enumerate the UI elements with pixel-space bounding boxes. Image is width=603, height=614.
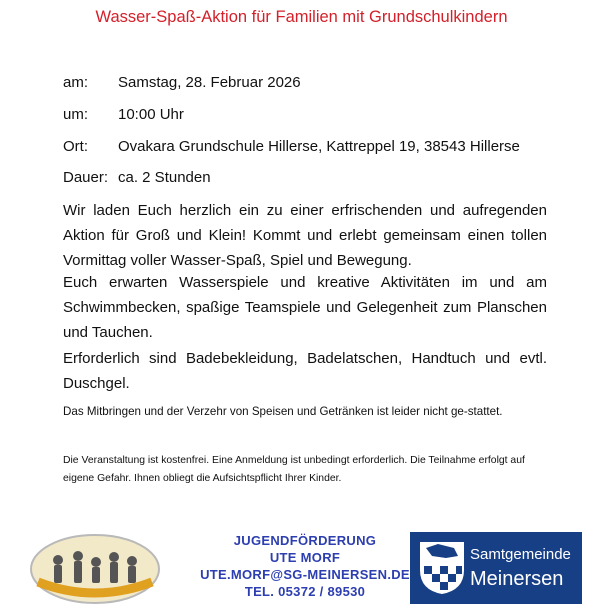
food-note: Das Mitbringen und der Verzehr von Speisen und Getränken ist leider nicht ge-stattet. [63, 405, 503, 418]
date-row [63, 74, 301, 91]
time-row [63, 106, 184, 123]
contact-name: UTE MORF [269, 550, 341, 565]
contact-block [190, 532, 420, 600]
contact-email[interactable]: UTE.MORF@SG-MEINERSEN.DE [200, 567, 410, 582]
time-value: 10:00 Uhr [118, 106, 184, 123]
disclaimer: Die Veranstaltung ist kostenfrei. Eine Anmeldung ist unbedingt erforderlich. Die Teilnahme erfolgt auf eigene Gefahr. Ihnen obliegt die Aufsichtspflicht Ihrer Kinder. [63, 455, 525, 484]
coat-of-arms-icon [418, 540, 466, 596]
duration-value: ca. 2 Stunden [118, 169, 211, 186]
place-row [63, 138, 520, 155]
duration-label: Dauer: [63, 169, 109, 186]
logo-line-1: Samtgemeinde [470, 546, 571, 563]
time-label: um: [63, 106, 89, 123]
place-label: Ort: [63, 138, 88, 155]
place-value: Ovakara Grundschule Hillerse, Kattreppel 19, 38543 Hillerse [118, 138, 520, 155]
paragraph-requirements: Erforderlich sind Badebekleidung, Badelatschen, Handtuch und evtl. Duschgel. [63, 350, 547, 392]
logo-line-2: Meinersen [470, 568, 564, 590]
date-value: Samstag, 28. Februar 2026 [118, 74, 301, 91]
page-title: Wasser-Spaß-Aktion für Familien mit Grundschulkindern [95, 8, 508, 26]
youth-association-logo [28, 532, 162, 606]
contact-phone: TEL. 05372 / 89530 [244, 584, 366, 599]
contact-department: JUGENDFÖRDERUNG [233, 533, 377, 548]
paragraph-activities: Euch erwarten Wasserspiele und kreative Aktivitäten im und am Schwimmbecken, spaßige Teamspiele und Gelegenheit zum Planschen und Tauchen. [63, 274, 547, 341]
duration-row [63, 169, 211, 186]
paragraph-intro: Wir laden Euch herzlich ein zu einer erfrischenden und aufregenden Aktion für Groß und Klein! Kommt und erlebt gemeinsam einen tollen Vormittag voller Wasser-Spaß, Spiel und Bewegung. [63, 202, 547, 269]
samtgemeinde-logo [410, 532, 582, 604]
date-label: am: [63, 74, 89, 91]
